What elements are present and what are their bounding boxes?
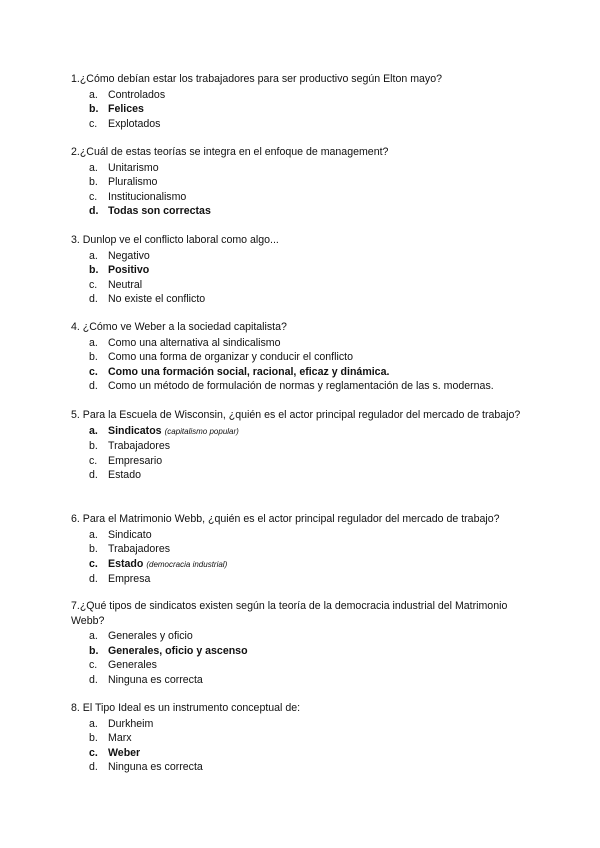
option-a — [71, 528, 541, 543]
option-d — [71, 572, 541, 587]
option-text: Marx — [108, 732, 132, 745]
option-letter: b. — [89, 732, 98, 745]
option-text: Sindicatos — [108, 424, 162, 437]
question-3 — [71, 233, 541, 307]
option-letter: b. — [89, 351, 98, 364]
option-letter: a. — [89, 528, 98, 541]
option-list — [71, 249, 541, 307]
question-7 — [71, 599, 541, 688]
option-text: Institucionalismo — [108, 190, 187, 203]
option-text: Estado — [108, 469, 141, 482]
option-letter: a. — [89, 249, 98, 262]
question-text: 4. ¿Cómo ve Weber a la sociedad capitalista? — [71, 321, 287, 333]
option-letter: d. — [89, 673, 98, 686]
option-letter: a. — [89, 88, 98, 101]
option-text: Ninguna es correcta — [108, 761, 203, 774]
option-c-correct — [71, 557, 541, 573]
option-letter: d. — [89, 469, 98, 482]
question-text: 6. Para el Matrimonio Webb, ¿quién es el actor principal regulador del mercado de trabajo? — [71, 513, 500, 525]
question-text: 8. El Tipo Ideal es un instrumento conceptual de: — [71, 702, 301, 714]
option-text: Como una forma de organizar y conducir el conflicto — [108, 351, 353, 364]
option-d — [71, 760, 541, 775]
option-text: Trabajadores — [108, 543, 171, 556]
option-a-correct — [71, 424, 541, 440]
option-d — [71, 379, 541, 394]
option-text: Como un método de formulación de normas y reglamentación de las s. modernas. — [108, 380, 494, 393]
option-text: Ninguna es correcta — [108, 673, 203, 686]
option-text: Empresa — [108, 573, 151, 586]
option-b-correct — [71, 102, 541, 117]
option-a — [71, 88, 541, 103]
option-c — [71, 117, 541, 132]
option-text: No existe el conflicto — [108, 293, 206, 306]
option-letter: a. — [89, 336, 98, 349]
option-text: Generales, oficio y ascenso — [108, 644, 248, 657]
option-text: Negativo — [108, 249, 150, 262]
option-letter: c. — [89, 557, 98, 570]
option-letter: d. — [89, 293, 98, 306]
option-letter: b. — [89, 264, 99, 277]
option-letter: a. — [89, 630, 98, 643]
option-letter: b. — [89, 176, 98, 189]
option-text: Weber — [108, 746, 141, 759]
option-b — [71, 439, 541, 454]
option-letter: b. — [89, 103, 99, 116]
question-2 — [71, 145, 541, 219]
option-c-correct — [71, 365, 541, 380]
option-letter: c. — [89, 117, 98, 130]
option-letter: d. — [89, 761, 98, 774]
question-4 — [71, 320, 541, 394]
option-text: Positivo — [108, 264, 150, 277]
option-d — [71, 292, 541, 307]
option-letter: b. — [89, 543, 98, 556]
option-letter: a. — [89, 717, 98, 730]
option-d — [71, 468, 541, 483]
option-text: Estado — [108, 557, 144, 570]
option-d-correct — [71, 204, 541, 219]
option-text: Pluralismo — [108, 176, 158, 189]
question-5 — [71, 408, 541, 483]
option-letter: c. — [89, 190, 98, 203]
option-text: Unitarismo — [108, 161, 159, 174]
option-list — [71, 88, 541, 132]
option-d — [71, 673, 541, 688]
option-note: (democracia industrial) — [146, 559, 228, 569]
option-list — [71, 528, 541, 587]
question-6 — [71, 512, 541, 587]
option-text: Como una alternativa al sindicalismo — [108, 336, 281, 349]
option-text: Trabajadores — [108, 440, 171, 453]
option-b — [71, 542, 541, 557]
option-letter: c. — [89, 365, 98, 378]
option-a — [71, 161, 541, 176]
option-letter: a. — [89, 161, 98, 174]
option-text: Neutral — [108, 278, 143, 291]
question-text: 1.¿Cómo debían estar los trabajadores para ser productivo según Elton mayo? — [71, 73, 442, 85]
option-b — [71, 175, 541, 190]
option-c — [71, 658, 541, 673]
option-list — [71, 161, 541, 219]
option-text: Controlados — [108, 88, 166, 101]
option-letter: c. — [89, 454, 98, 467]
question-8 — [71, 701, 541, 775]
option-c — [71, 454, 541, 469]
option-list — [71, 424, 541, 483]
option-c — [71, 190, 541, 205]
option-a — [71, 629, 541, 644]
option-text: Todas son correctas — [108, 205, 211, 218]
option-note: (capitalismo popular) — [164, 426, 239, 436]
option-text: Generales y oficio — [108, 630, 193, 643]
question-1 — [71, 72, 541, 131]
option-list — [71, 717, 541, 775]
option-a — [71, 717, 541, 732]
option-b-correct — [71, 644, 541, 659]
question-text: 2.¿Cuál de estas teorías se integra en el enfoque de management? — [71, 146, 389, 158]
option-list — [71, 629, 541, 687]
option-letter: d. — [89, 380, 98, 393]
option-text: Explotados — [108, 117, 161, 130]
option-text: Empresario — [108, 454, 163, 467]
question-text: 3. Dunlop ve el conflicto laboral como algo... — [71, 234, 279, 246]
option-b — [71, 350, 541, 365]
option-letter: c. — [89, 746, 98, 759]
option-b-correct — [71, 263, 541, 278]
question-text: 5. Para la Escuela de Wisconsin, ¿quién es el actor principal regulador del mercado de trabajo? — [71, 409, 521, 421]
option-letter: c. — [89, 659, 98, 672]
option-a — [71, 249, 541, 264]
question-text: 7.¿Qué tipos de sindicatos existen según la teoría de la democracia industrial del Matrimonio Webb? — [71, 600, 508, 627]
option-letter: b. — [89, 644, 99, 657]
option-list — [71, 336, 541, 394]
option-c-correct — [71, 746, 541, 761]
option-letter: d. — [89, 573, 98, 586]
option-letter: b. — [89, 440, 98, 453]
option-text: Generales — [108, 659, 157, 672]
option-a — [71, 336, 541, 351]
option-c — [71, 278, 541, 293]
option-text: Felices — [108, 103, 144, 116]
option-letter: c. — [89, 278, 98, 291]
option-text: Como una formación social, racional, eficaz y dinámica. — [108, 365, 390, 378]
option-text: Sindicato — [108, 528, 152, 541]
option-text: Durkheim — [108, 717, 154, 730]
option-letter: d. — [89, 205, 99, 218]
option-letter: a. — [89, 424, 98, 437]
option-b — [71, 731, 541, 746]
